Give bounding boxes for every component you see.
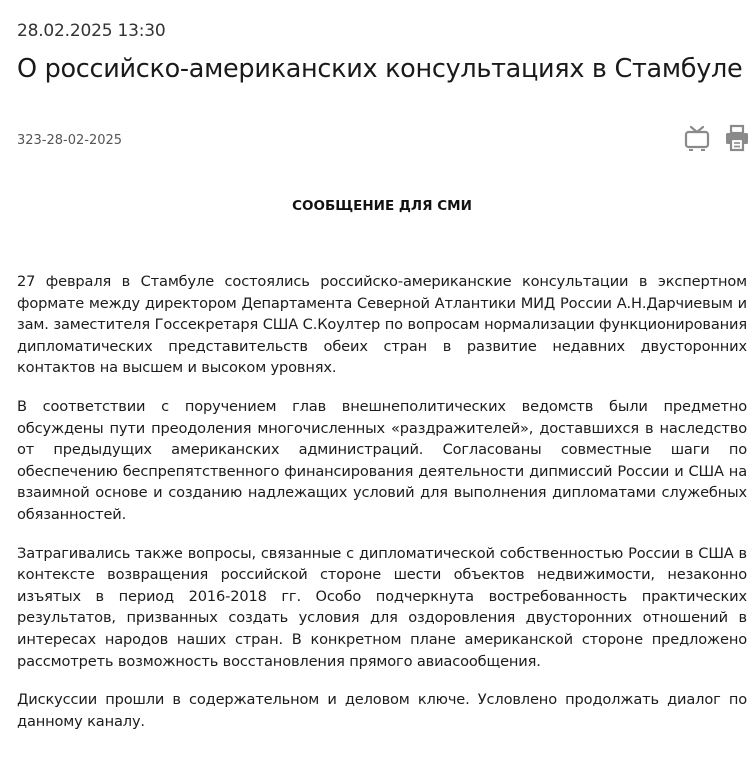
page-title: О российско-американских консультациях в Стамбуле — [17, 54, 743, 84]
article-paragraph: Затрагивались также вопросы, связанные с дипломатической собственностью России в США в контексте возвращения российской стороне шести объектов недвижимости, незаконно изъятых в период 2016-2018 гг. Особо подчеркнута востребованность практических результатов, призванных создать условия для оздоровления двусторонних отношений в интересах народов наших стран. В конкретном плане американской стороне предложено рассмотреть возможность восстановления прямого авиасообщения. — [17, 544, 747, 670]
article-tools — [684, 124, 750, 152]
tv-icon[interactable] — [684, 124, 710, 152]
article-paragraph: Дискуссии прошли в содержательном и деловом ключе. Условлено продолжать диалог по данному каналу. — [17, 691, 747, 730]
article-paragraph: 27 февраля в Стамбуле состоялись российско-американские консультации в экспертном формате между директором Департамента Северной Атлантики МИД России А.Н.Дарчиевым и зам. заместителя Госсекретаря США С.Коултер по вопросам нормализации функционирования дипломатических представительств обеих стран в развитие недавних двусторонних контактов на высшем и высоком уровнях. — [17, 273, 747, 377]
article-body — [17, 271, 747, 749]
article-heading: СООБЩЕНИЕ ДЛЯ СМИ — [292, 198, 472, 214]
publication-datetime: 28.02.2025 13:30 — [17, 21, 166, 41]
document-number: 323-28-02-2025 — [17, 133, 123, 148]
article-paragraph: В соответствии с поручением глав внешнеполитических ведомств были предметно обсуждены пути преодоления многочисленных «раздражителей», доставшихся в наследство от предыдущих американских администраций. Согласованы совместные шаги по обеспечению беспрепятственного финансирования деятельности дипмиссий России и США на взаимной основе и созданию надлежащих условий для выполнения дипломатами служебных обязанностей. — [17, 397, 747, 523]
printer-icon[interactable] — [724, 124, 750, 152]
